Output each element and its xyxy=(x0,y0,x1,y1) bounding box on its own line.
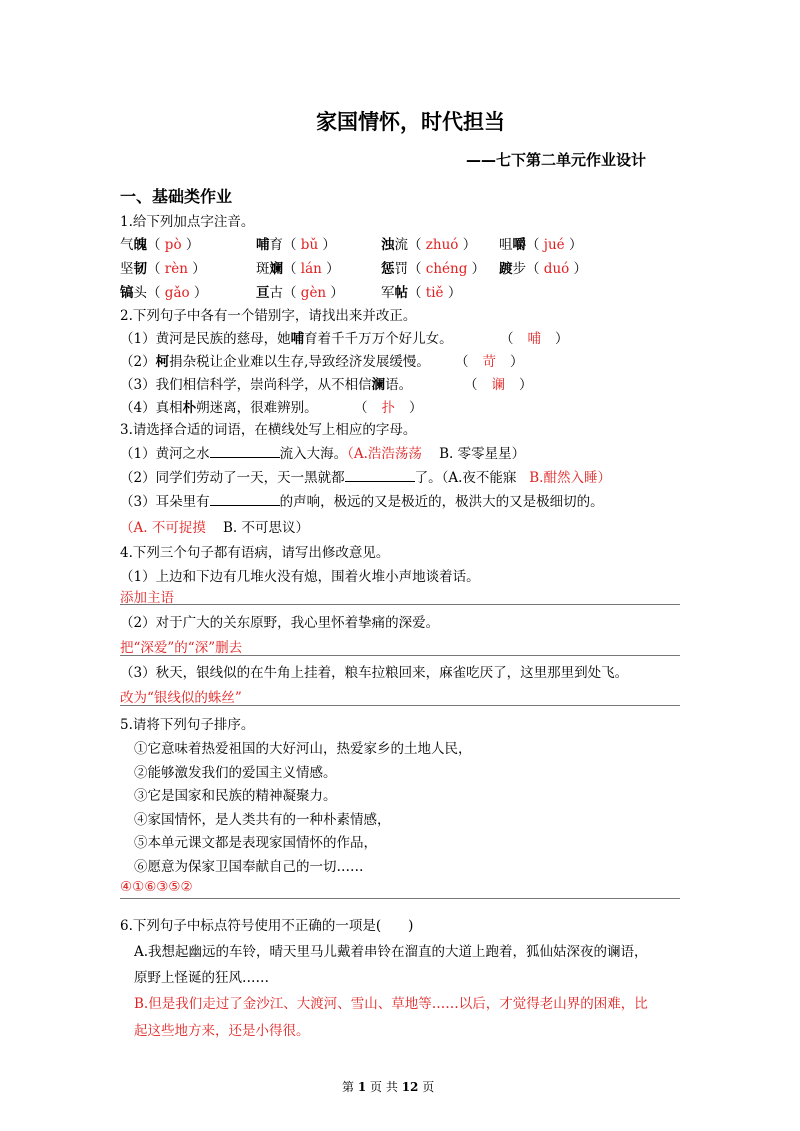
page-footer xyxy=(342,1078,434,1095)
ordering-item: ⑤本单元课文都是表现家国情怀的作品， xyxy=(134,835,377,851)
ordering-item: ①它意味着热爱祖国的大好河山，热爱家乡的土地人民， xyxy=(134,741,472,757)
pinyin-item xyxy=(120,257,206,277)
pinyin-item xyxy=(499,233,582,253)
word-char: 军 xyxy=(381,285,395,301)
paren: ） xyxy=(519,377,533,393)
sentence-text: （3）秋天，银线似的在牛角上挂着，粮车拉粮回来，麻雀吃厌了，这里那里到处飞。 xyxy=(120,665,629,681)
dotted-char: 镐 xyxy=(120,285,134,301)
correct-char: 苛 xyxy=(482,354,496,370)
answer-text: ④①⑥③⑤② xyxy=(120,879,193,895)
paren: （ xyxy=(500,331,514,347)
pinyin-answer: jué xyxy=(543,237,565,253)
sentence-text: （2）对于广大的关东原野，我心里怀着挚痛的深爱。 xyxy=(120,615,440,631)
paren: （ xyxy=(408,237,426,253)
question-prompt: 3.请选择合适的词语，在横线处写上相应的字母。 xyxy=(120,422,417,438)
footer-text: 页 共 xyxy=(370,1080,398,1094)
correction-answer xyxy=(354,396,423,416)
sentence-text: 语。 xyxy=(385,377,413,393)
typo-char: 澜 xyxy=(371,377,386,393)
pinyin-item xyxy=(381,233,476,253)
pinyin-answer: bǔ xyxy=(300,237,319,253)
paren: ） xyxy=(187,261,206,277)
word-char: 斑 xyxy=(256,261,270,277)
footer-text: 页 xyxy=(422,1080,435,1094)
pinyin-item xyxy=(381,257,485,277)
ordering-item: ③它是国家和民族的精神凝聚力。 xyxy=(134,788,337,804)
paren: （ xyxy=(354,400,368,416)
sentence-text: （4）真相 xyxy=(120,400,183,416)
paren: ） xyxy=(467,261,486,277)
ordering-item: ⑥愿意为保家卫国奉献自己的一切…… xyxy=(134,859,364,875)
word-choice-line xyxy=(120,466,611,486)
paren: ） xyxy=(510,354,524,370)
answer-line xyxy=(120,705,680,706)
paren: ） xyxy=(181,237,200,253)
pinyin-answer: chéng xyxy=(425,261,468,277)
paren: ） xyxy=(409,400,423,416)
sentence-text: （1）上边和下边有几堆火没有熄，围着火堆小声地谈着话。 xyxy=(120,569,480,585)
dotted-char: 浊 xyxy=(381,237,395,253)
page-number: 1 xyxy=(357,1080,367,1094)
sentence-text: （1）黄河是民族的慈母，她 xyxy=(120,331,291,347)
sentence-text: 了。（A.夜不能寐 xyxy=(414,470,517,486)
typo-line xyxy=(120,396,318,416)
pinyin-item xyxy=(256,257,340,277)
typo-line xyxy=(120,327,453,347)
option-a-text: A.我想起幽远的车铃，晴天里马儿戴着串铃在溜直的大道上跑着，狐仙姑深夜的谰语， xyxy=(134,944,648,960)
paren: ） xyxy=(318,237,336,253)
option-answer: B.酣然入睡） xyxy=(529,470,611,486)
paren: ） xyxy=(564,237,583,253)
word-char: 坚 xyxy=(120,261,134,277)
word-char: 育 xyxy=(269,237,283,253)
question-prompt: 4.下列三个句子都有语病，请写出修改意见。 xyxy=(120,545,390,561)
paren: （ xyxy=(283,261,301,277)
ordering-item: ②能够激发我们的爱国主义情感。 xyxy=(134,765,337,781)
sentence-text: 捐杂税让企业难以生存,导致经济发展缓慢。 xyxy=(169,354,430,370)
word-char: 流 xyxy=(394,237,408,253)
dotted-char: 嚼 xyxy=(512,237,526,253)
paren: ） xyxy=(189,285,208,301)
paren: （ xyxy=(526,237,544,253)
paren: ） xyxy=(326,285,344,301)
dotted-char: 魄 xyxy=(133,237,147,253)
typo-line xyxy=(120,350,430,370)
sentence-text: （3）我们相信科学，崇尚科学，从不相信 xyxy=(120,377,372,393)
page-title: 家国情怀，时代担当 xyxy=(316,110,505,134)
pinyin-item xyxy=(499,257,587,277)
option-text: B. 不可思议） xyxy=(223,520,310,536)
word-char: 气 xyxy=(120,237,134,253)
pinyin-answer: duó xyxy=(543,261,570,277)
correction-answer xyxy=(500,327,569,347)
section-heading: 一、基础类作业 xyxy=(120,187,233,206)
paren: （ xyxy=(464,377,478,393)
option-b-answer: B.但是我们走过了金沙江、大渡河、雪山、草地等……以后，才觉得老山界的困难，比 xyxy=(134,996,648,1012)
correct-char: 哺 xyxy=(527,331,541,347)
pinyin-answer: lán xyxy=(300,261,322,277)
dotted-char: 哺 xyxy=(256,237,270,253)
pinyin-answer: gǎo xyxy=(164,285,190,301)
paren: ） xyxy=(458,237,477,253)
sentence-text: （3）耳朵里有 xyxy=(120,494,210,510)
option-b-answer: 起这些地方来，还是小得很。 xyxy=(134,1023,310,1039)
paren: （ xyxy=(455,354,469,370)
pinyin-item xyxy=(256,233,336,253)
answer-line xyxy=(120,898,680,899)
question-prompt: 1.给下列加点字注音。 xyxy=(120,214,255,230)
word-char: 步 xyxy=(512,261,526,277)
option-a-text: 原野上怪诞的狂风…… xyxy=(134,970,269,986)
page-subtitle: ——七下第二单元作业设计 xyxy=(466,151,647,169)
paren: （ xyxy=(147,285,165,301)
paren: （ xyxy=(526,261,544,277)
option-answer: （A. 不可捉摸 xyxy=(120,520,206,536)
pinyin-answer: gèn xyxy=(300,285,327,301)
sentence-text: （2） xyxy=(120,354,156,370)
paren: （ xyxy=(283,237,301,253)
typo-char: 柯 xyxy=(155,354,170,370)
paren: （ xyxy=(408,261,426,277)
pinyin-item xyxy=(120,281,207,301)
sentence-text: 育着千千万万个好儿女。 xyxy=(304,331,453,347)
typo-char: 朴 xyxy=(182,400,197,416)
pinyin-item xyxy=(381,281,461,301)
word-char: 古 xyxy=(269,285,283,301)
pinyin-answer: tiě xyxy=(425,285,444,301)
paren: ） xyxy=(321,261,340,277)
pinyin-answer: rèn xyxy=(164,261,188,277)
word-char: 头 xyxy=(133,285,147,301)
pinyin-item xyxy=(120,233,199,253)
correction-answer xyxy=(464,373,533,393)
paren: ） xyxy=(555,331,569,347)
pinyin-item xyxy=(256,281,344,301)
correct-char: 扑 xyxy=(381,400,395,416)
answer-line xyxy=(120,604,680,605)
paren: （ xyxy=(147,237,165,253)
dotted-char: 韧 xyxy=(133,261,147,277)
word-choice-line xyxy=(120,442,525,462)
question-prompt: 2.下列句子中各有一个错别字，请找出来并改正。 xyxy=(120,308,417,324)
question-prompt: 5.请将下列句子排序。 xyxy=(120,717,255,733)
dotted-char: 踱 xyxy=(499,261,513,277)
page-total: 12 xyxy=(401,1080,419,1094)
paren: （ xyxy=(283,285,301,301)
typo-line xyxy=(120,373,412,393)
option-answer: （A.浩浩荡荡 xyxy=(347,446,422,462)
answer-text: 添加主语 xyxy=(120,590,174,606)
paren: ） xyxy=(569,261,588,277)
dotted-char: 斓 xyxy=(269,261,283,277)
paren: （ xyxy=(408,285,426,301)
option-text: B. 零零星星） xyxy=(439,446,526,462)
sentence-text: 的声响，极远的又是极近的，极洪大的又是极细切的。 xyxy=(279,494,604,510)
ordering-item: ④家国情怀，是人类共有的一种朴素情感， xyxy=(134,812,391,828)
question-prompt: 6.下列句子中标点符号使用不正确的一项是( ) xyxy=(120,918,414,934)
answer-text: 改为“银线似的蛛丝” xyxy=(120,690,242,706)
answer-text: 把“深爱”的“深”删去 xyxy=(120,640,243,656)
answer-line xyxy=(120,655,680,656)
sentence-text: （2）同学们劳动了一天，天一黑就都 xyxy=(120,470,345,486)
word-choice-line xyxy=(120,490,604,510)
word-char: 罚 xyxy=(394,261,408,277)
paren: （ xyxy=(147,261,165,277)
dotted-char: 亘 xyxy=(256,285,270,301)
sentence-text: 流入大海。 xyxy=(279,446,348,462)
correct-char: 谰 xyxy=(491,377,505,393)
word-char: 咀 xyxy=(499,237,513,253)
sentence-text: 朔迷离，很难辨别。 xyxy=(196,400,318,416)
word-choice-options xyxy=(120,516,309,536)
typo-char: 哺 xyxy=(290,331,305,347)
answer-blank xyxy=(345,469,415,482)
answer-blank xyxy=(210,445,280,458)
correction-answer xyxy=(455,350,524,370)
pinyin-answer: pò xyxy=(164,237,182,253)
paren: ） xyxy=(443,285,462,301)
dotted-char: 惩 xyxy=(381,261,395,277)
answer-blank xyxy=(210,493,280,506)
footer-text: 第 xyxy=(342,1080,355,1094)
pinyin-answer: zhuó xyxy=(425,237,459,253)
sentence-text: （1）黄河之水 xyxy=(120,446,210,462)
dotted-char: 帖 xyxy=(394,285,408,301)
